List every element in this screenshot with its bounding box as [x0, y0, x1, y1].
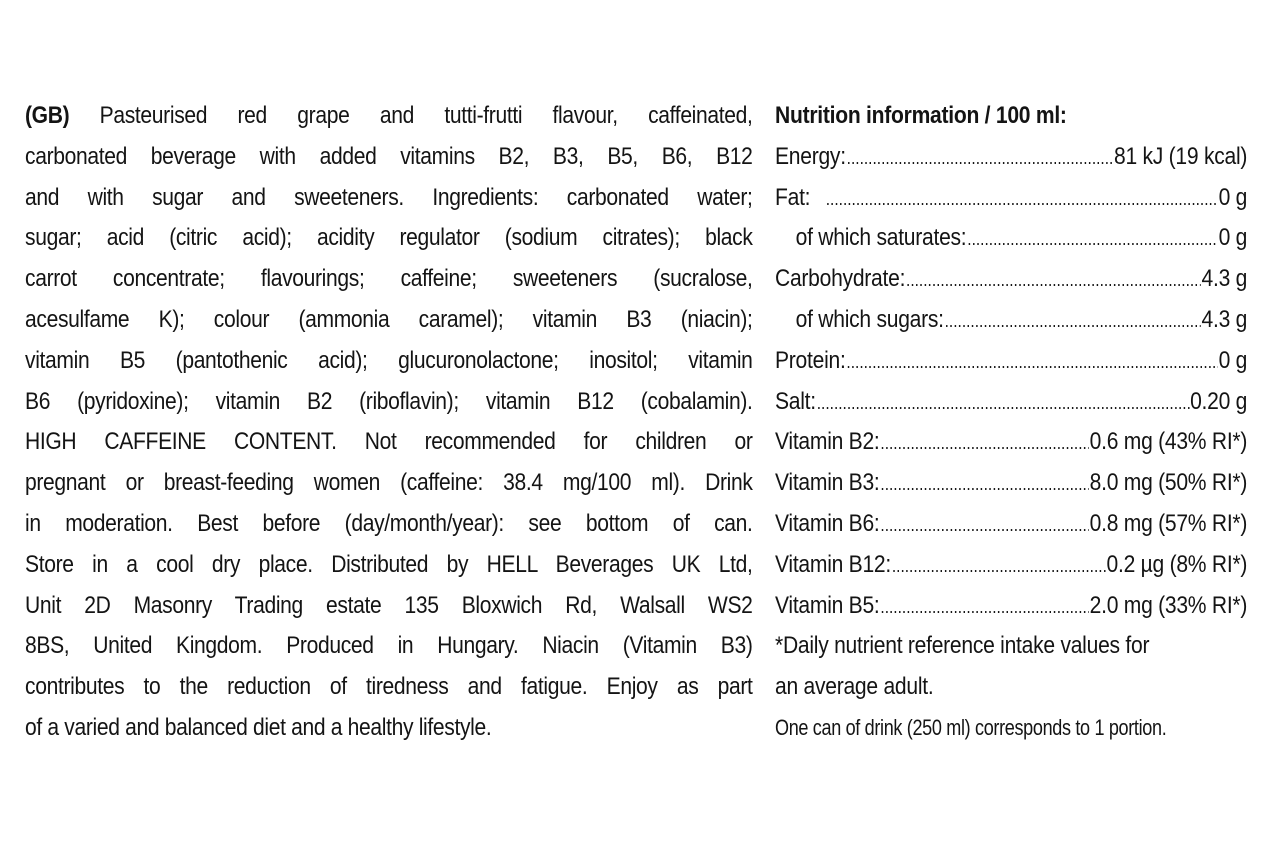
nutrition-row-fat — [775, 178, 1247, 219]
nutrition-row-protein — [775, 341, 1247, 382]
nutrient-value: 8.0 mg (50% RI*) — [1089, 469, 1248, 497]
ingredients-line: (GB) Pasteurised red grape and tutti-frutti flavour, caffeinated, — [25, 102, 753, 129]
nutrition-row-vitamin-b2 — [775, 422, 1247, 463]
nutrition-panel — [775, 96, 1247, 749]
nutrition-row-vitamin-b3 — [775, 463, 1247, 504]
leader-dots — [826, 179, 1218, 220]
leader-dots — [880, 464, 1088, 505]
nutrient-name: Protein: — [775, 346, 846, 374]
nutrient-value: 0.2 µg (8% RI*) — [1106, 550, 1248, 578]
nutrition-row-carbohydrate — [775, 259, 1247, 300]
nutrient-name: Vitamin B5: — [775, 591, 880, 619]
leader-dots — [880, 505, 1088, 546]
nutrient-name: Salt: — [775, 387, 816, 415]
ingredients-line: sugar; acid (citric acid); acidity regulator (sodium citrates); black — [25, 224, 753, 252]
nutrient-name: Fat: — [775, 183, 811, 211]
nutrient-value: 81 kJ (19 kcal) — [1114, 142, 1248, 170]
nutrient-value: 0 g — [1218, 183, 1248, 211]
nutrient-value: 0.8 mg (57% RI*) — [1089, 509, 1248, 537]
ingredients-line: Unit 2D Masonry Trading estate 135 Bloxwich Rd, Walsall WS2 — [25, 591, 753, 619]
leader-dots — [847, 138, 1113, 179]
leader-dots — [906, 260, 1201, 301]
nutrition-row-vitamin-b6 — [775, 504, 1247, 545]
nutrient-name: Carbohydrate: — [775, 265, 906, 293]
leader-dots — [892, 546, 1106, 587]
nutrient-value: 4.3 g — [1201, 265, 1248, 293]
ingredients-line: and with sugar and sweeteners. Ingredients: carbonated water; — [25, 183, 753, 211]
ingredients-line: carrot concentrate; flavourings; caffeine; sweeteners (sucralose, — [25, 265, 753, 293]
leader-dots — [967, 219, 1217, 260]
nutrient-value: 4.3 g — [1201, 305, 1248, 333]
nutrient-name: Vitamin B3: — [775, 469, 880, 497]
nutrition-row-salt — [775, 382, 1247, 423]
leader-dots — [880, 423, 1088, 464]
leader-dots — [846, 342, 1217, 383]
nutrition-row-sugars — [775, 300, 1247, 341]
nutrient-name: of which saturates: — [795, 224, 967, 252]
ingredients-line: Store in a cool dry place. Distributed by HELL Beverages UK Ltd, — [25, 550, 753, 578]
warning-line: HIGH CAFFEINE CONTENT. Not recommended for children or — [25, 428, 753, 456]
nutrition-row-vitamin-b5 — [775, 586, 1247, 627]
ingredients-panel — [25, 96, 753, 749]
ingredients-line: acesulfame K); colour (ammonia caramel); vitamin B3 (niacin); — [25, 305, 753, 333]
ri-footnote-line: an average adult. — [775, 673, 934, 701]
country-code: (GB) — [25, 102, 70, 129]
portion-note: One can of drink (250 ml) corresponds to 1 portion. — [775, 714, 1167, 740]
ingredients-line: pregnant or breast-feeding women (caffeine: 38.4 mg/100 ml). Drink — [25, 469, 753, 497]
nutrient-value: 0.6 mg (43% RI*) — [1089, 428, 1248, 456]
nutrient-name: of which sugars: — [795, 305, 944, 333]
ingredients-line: in moderation. Best before (day/month/year): see bottom of can. — [25, 509, 753, 537]
nutrition-title: Nutrition information / 100 ml: — [775, 102, 1067, 129]
ingredients-line: B6 (pyridoxine); vitamin B2 (riboflavin); vitamin B12 (cobalamin). — [25, 387, 753, 415]
leader-dots — [817, 383, 1190, 424]
ingredients-line: contributes to the reduction of tiredness and fatigue. Enjoy as part — [25, 673, 753, 701]
nutrient-name: Energy: — [775, 142, 846, 170]
nutrition-row-energy — [775, 137, 1247, 178]
nutrient-value: 0 g — [1218, 224, 1248, 252]
nutrient-value: 0 g — [1218, 346, 1248, 374]
ingredients-line: 8BS, United Kingdom. Produced in Hungary. Niacin (Vitamin B3) — [25, 632, 753, 660]
nutrient-name: Vitamin B6: — [775, 509, 880, 537]
leader-dots — [880, 587, 1088, 628]
leader-dots — [945, 301, 1201, 342]
nutrient-value: 2.0 mg (33% RI*) — [1089, 591, 1248, 619]
nutrition-row-vitamin-b12 — [775, 545, 1247, 586]
ingredients-line: vitamin B5 (pantothenic acid); glucuronolactone; inositol; vitamin — [25, 346, 753, 374]
nutrient-name: Vitamin B12: — [775, 550, 891, 578]
nutrition-row-saturates — [775, 218, 1247, 259]
ri-footnote-line: *Daily nutrient reference intake values for — [775, 632, 1150, 660]
ingredients-line: of a varied and balanced diet and a healthy lifestyle. — [25, 713, 492, 741]
nutrient-value: 0.20 g — [1190, 387, 1248, 415]
ingredients-line: carbonated beverage with added vitamins B2, B3, B5, B6, B12 — [25, 142, 753, 170]
nutrient-name: Vitamin B2: — [775, 428, 880, 456]
